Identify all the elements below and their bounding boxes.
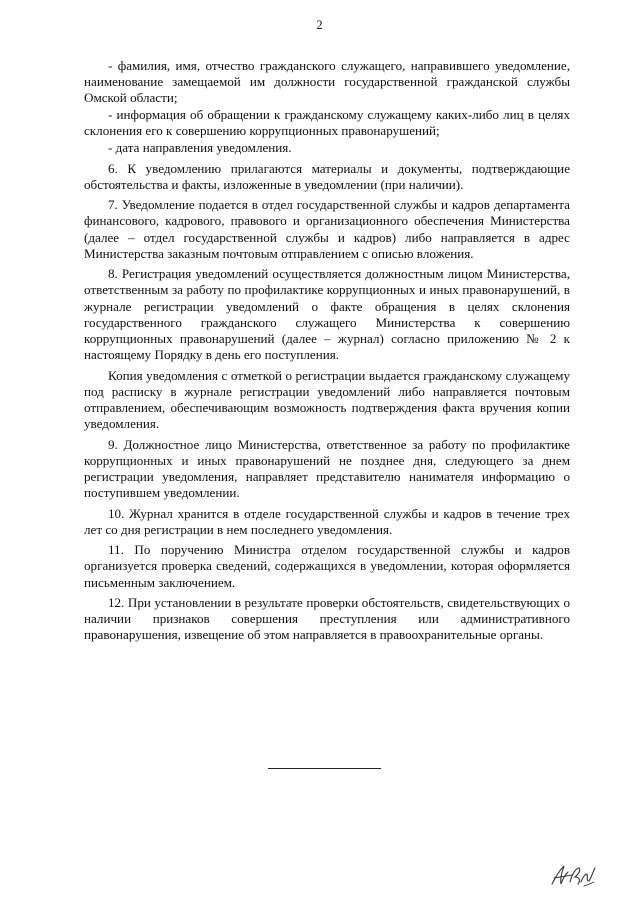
paragraph-11: 11. По поручению Министра отделом государственной службы и кадров организуется проверка сведений, содержащихся в уведомлении, которая оформляется письменным заключением. (84, 542, 570, 590)
paragraph-12: 12. При установлении в результате проверки обстоятельств, свидетельствующих о наличии признаков совершения преступления или административного правонарушения, извещение об этом направляется в правоохранительные органы. (84, 594, 570, 643)
paragraph-7: 7. Уведомление подается в отдел государственной службы и кадров департамента финансового, кадрового, правового и организационного обеспечения Министерства (далее – отдел государственной службы и кадров) либо направляется в адрес Министерства заказным почтовым отправлением с описью вложения. (84, 197, 570, 261)
paragraph-item-appeal-info: - информация об обращении к гражданскому служащему каких-либо лиц в целях склонения его к совершению коррупционных правонарушений; (84, 107, 570, 139)
paragraph-item-name: - фамилия, имя, отчество гражданского служащего, направившего уведомление, наименование замещаемой им должности государственной гражданской службы Омской области; (84, 58, 570, 106)
handwritten-initials-signature-icon (548, 862, 598, 890)
paragraph-9: 9. Должностное лицо Министерства, ответственное за работу по профилактике коррупционных и иных правонарушений не позднее дня, следующего за днем регистрации уведомления, направляет представителю нанимателя информацию о поступившем уведомлении. (84, 436, 570, 501)
paragraph-8-copy: Копия уведомления с отметкой о регистрации выдается гражданскому служащему под расписку в журнале регистрации уведомлений либо направляется почтовым отправлением, обеспечивающим возможность подтверждения факта вручения копии уведомления. (84, 367, 570, 432)
paragraph-item-date: - дата направления уведомления. (108, 140, 292, 156)
paragraph-10: 10. Журнал хранится в отделе государственной службы и кадров в течение трех лет со дня регистрации в нем последнего уведомления. (84, 505, 570, 537)
document-body (84, 58, 570, 648)
page-number: 2 (316, 18, 323, 32)
end-separator-line (268, 768, 381, 769)
paragraph-6: 6. К уведомлению прилагаются материалы и документы, подтверждающие обстоятельства и факты, изложенные в уведомлении (при наличии). (84, 160, 570, 192)
paragraph-8: 8. Регистрация уведомлений осуществляется должностным лицом Министерства, ответственным за работу по профилактике коррупционных и иных правонарушений, в журнале регистрации уведомлений о факте обращения в целях склонения государственного гражданского служащего Министерства к совершению коррупционных правонарушений (далее – журнал) согласно приложению № 2 к настоящему Порядку в день его поступления. (84, 266, 570, 363)
